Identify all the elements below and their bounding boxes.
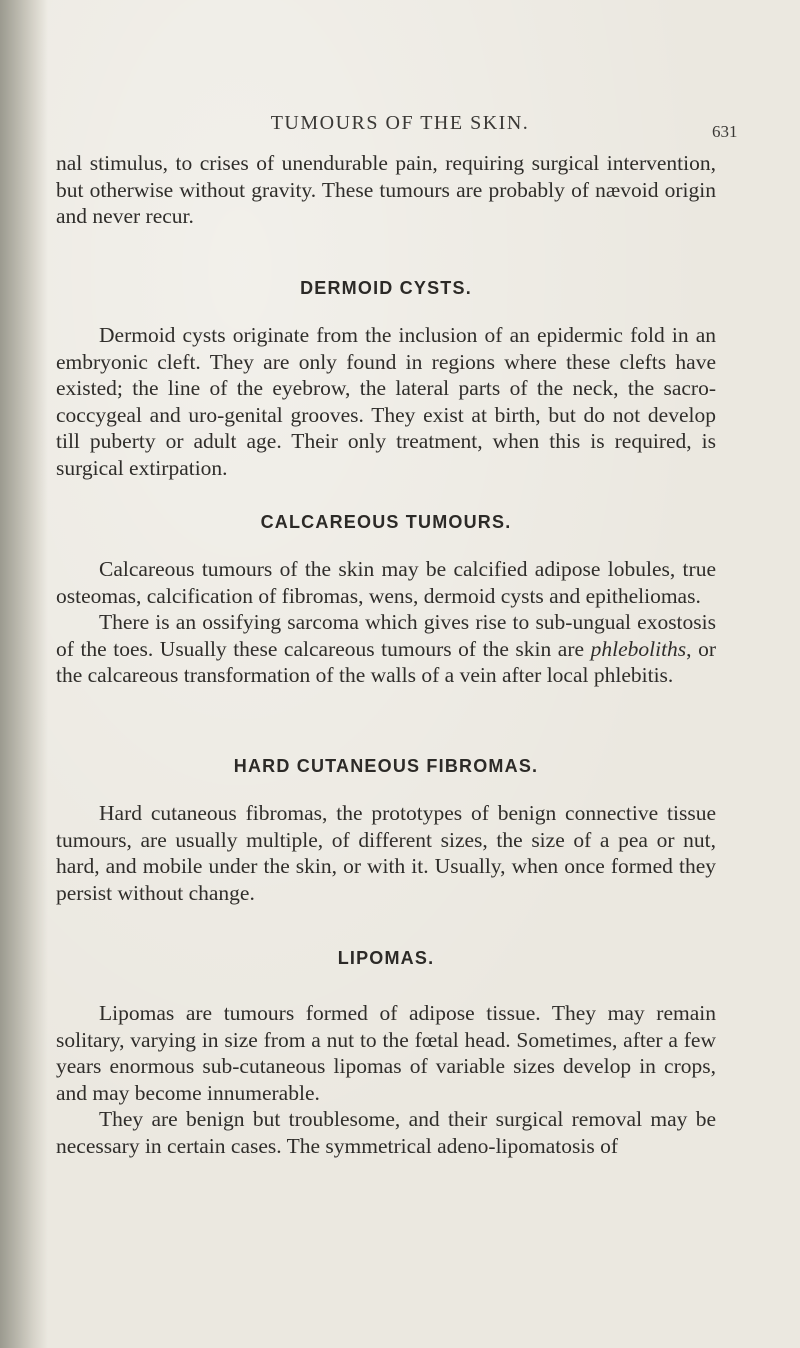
section-body-hard-cutaneous-fibromas (56, 800, 716, 906)
page-edge-shadow (0, 0, 48, 1348)
intro-paragraph (56, 150, 716, 230)
paragraph: Hard cutaneous fibromas, the prototypes of benign connective tissue tumours, are usually multiple, of different sizes, the size of a pea or nut, hard, and mobile under the skin, or with it. Usually, when once formed they persist without change. (56, 801, 716, 905)
section-body-lipomas (56, 1000, 716, 1160)
paragraph: They are benign but troublesome, and their surgical removal may be necessary in certain cases. The symmetrical adeno-lipomatosis of (56, 1107, 716, 1158)
section-body-dermoid-cysts (56, 322, 716, 482)
section-body-calcareous-tumours (56, 556, 716, 689)
paragraph (56, 609, 716, 689)
paragraph-text: There is an ossifying sarcoma which gives rise to sub-ungual exostosis of the toes. Usually these calcareous tumours of the skin are (56, 610, 716, 661)
section-heading-lipomas: LIPOMAS. (337, 948, 435, 968)
section-heading-dermoid-cysts: DERMOID CYSTS. (300, 278, 472, 298)
running-head: TUMOURS OF THE SKIN. (270, 112, 530, 134)
page-number: 631 (712, 122, 738, 141)
section-heading-calcareous-tumours: CALCAREOUS TUMOURS. (260, 512, 512, 532)
paragraph-text-continued: , or the calcareous transformation of the walls of a vein after local phlebitis. (56, 636, 716, 688)
intro-text: nal stimulus, to crises of unendurable pain, requiring surgical intervention, but otherwise without gravity. These tumours are probably of nævoid origin and never recur. (56, 151, 716, 229)
paragraph: Dermoid cysts originate from the inclusion of an epidermic fold in an embryonic cleft. They are only found in regions where these clefts have existed; the line of the eyebrow, the lateral parts of the neck, the sacro-coccygeal and uro-genital grooves. They exist at birth, but do not develop till puberty or adult age. Their only treatment, when this is required, is surgical extirpation. (56, 323, 716, 480)
section-heading-hard-cutaneous-fibromas: HARD CUTANEOUS FIBROMAS. (233, 756, 539, 776)
paragraph: Calcareous tumours of the skin may be calcified adipose lobules, true osteomas, calcification of fibromas, wens, dermoid cysts and epitheliomas. (56, 557, 716, 608)
italic-term: phleboliths (590, 636, 687, 661)
paragraph: Lipomas are tumours formed of adipose tissue. They may remain solitary, varying in size from a nut to the fœtal head. Sometimes, after a few years enormous sub-cutaneous lipomas of variable sizes develop in crops, and may become innumerable. (56, 1001, 716, 1105)
